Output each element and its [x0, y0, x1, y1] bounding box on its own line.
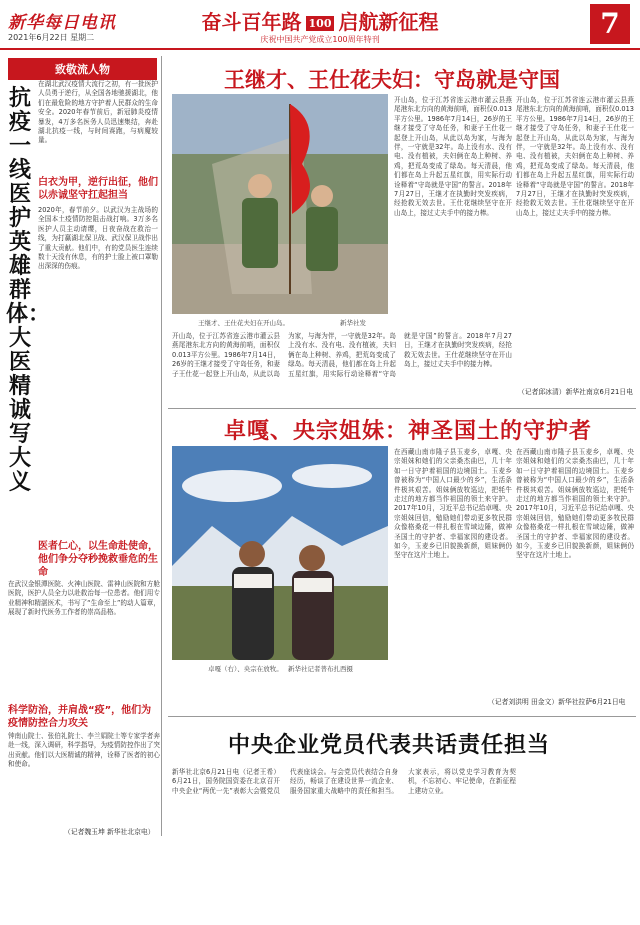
article1-text-bottom: 开山岛，位于江苏省连云港市灌云县燕尾港东北方向的黄海前哨，面积仅0.013平方公里。1986年7月14日，26岁的王继才接受了守岛任务，和妻子王仕花一起登上开山岛，从此以岛为家，与海为伴，一守就是32年。岛上没有水、没有电、没有植被，夫妇俩在岛上种树、养鸡，把荒岛变成了绿岛。每天清晨，他们都在岛上升起五星红旗，用实际行动诠释着“守岛就是守国”的誓言。2018年7月27日，王继才在执勤时突发疾病，经抢救无效去世。王仕花继续坚守在开山岛上，接过丈夫手中的接力棒。 — [172, 332, 512, 378]
article3-title: 中央企业党员代表共话责任担当 — [228, 732, 551, 758]
slogan-right: 启航新征程 — [338, 10, 439, 34]
article1-credit: （记者邱冰清）新华社南京6月21日电 — [518, 388, 633, 396]
article1-text-col1: 开山岛，位于江苏省连云港市灌云县燕尾港东北方向的黄海前哨，面积仅0.013平方公里。1986年7月14日，26岁的王继才接受了守岛任务，和妻子王仕花一起登上开山岛，从此以岛为家，与海为伴，一守就是32年。岛上没有水、没有电、没有植被，夫妇俩在岛上种树、养鸡，把荒岛变成了绿岛。每天清晨，他们都在岛上升起五星红旗，用实际行动诠释着“守岛就是守国”的誓言。2018年7月27日，王继才在执勤时突发疾病，经抢救无效去世。王仕花继续坚守在开山岛上，接过丈夫手中的接力棒。 — [394, 96, 512, 217]
vertical-headline: 抗疫一线医护英雄群体：大医精诚写大义 — [6, 85, 51, 495]
body-text-2: 在武汉金银潭医院、火神山医院、雷神山医院和方舱医院，医护人员全力以赴救治每一位患者。他们用专业精神和精湛医术，书写了“生命至上”的动人篇章，展现了新时代医务工作者的崇高品格。 — [8, 580, 160, 617]
article2-text-col2: 在西藏山南市隆子县玉麦乡，卓嘎、央宗姐妹和她们的父亲桑杰曲巴，几十年如一日守护着祖国的边境国土。玉麦乡曾被称为“中国人口最少的乡”，生活条件极其艰苦。姐妹俩放牧巡边，把牦牛走过的地方都当作祖国的领土来守护。2017年10月，习近平总书记给卓嘎、央宗姐妹回信，勉励她们带动更多牧民群众像格桑花一样扎根在雪域边陲，做神圣国土的守护者、幸福家园的建设者。如今，玉麦乡已旧貌换新颜，姐妹俩仍坚守在这片土地上。 — [516, 448, 634, 560]
left-column — [4, 56, 162, 836]
masthead-logo: 新华每日电讯 — [8, 13, 116, 33]
article1-text-col2: 开山岛，位于江苏省连云港市灌云县燕尾港东北方向的黄海前哨，面积仅0.013平方公里。1986年7月14日，26岁的王继才接受了守岛任务，和妻子王仕花一起登上开山岛，从此以岛为家，与海为伴，一守就是32年。岛上没有水、没有电、没有植被，夫妇俩在岛上种树、养鸡，把荒岛变成了绿岛。每天清晨，他们都在岛上升起五星红旗，用实际行动诠释着“守岛就是守国”的誓言。2018年7月27日，王继才在执勤时突发疾病，经抢救无效去世。王仕花继续坚守在开山岛上，接过丈夫手中的接力棒。 — [516, 96, 634, 217]
slogan-left: 奋斗百年路 — [201, 10, 302, 34]
guards-photo-illustration — [172, 94, 388, 314]
left-credit: （记者魏玉坤 新华社北京电） — [64, 828, 155, 836]
body-text-1: 2020年，春节前夕。以武汉为主战场的全国本土疫情防控阻击战打响。3万多名医护人员主动请缨，日夜奋战在救治一线，为打赢湖北保卫战、武汉保卫战作出了重大贡献。他们中，有的党员医生连续数十天没有休息，有的护士脸上被口罩勒出深深的伤痕。 — [38, 206, 158, 271]
page-header — [0, 0, 640, 50]
article1-caption: 王继才、王仕花夫妇在开山岛。 — [198, 319, 289, 327]
article2-caption: 卓嘎（右）、央宗在放牧。 — [208, 665, 283, 673]
divider-1 — [168, 408, 636, 409]
divider-2 — [168, 716, 636, 717]
centenary-badge: 100 — [306, 16, 335, 31]
page-number: 7 — [590, 4, 630, 44]
article2-credit: （记者刘洪明 田金文）新华社拉萨6月21日电 — [488, 698, 626, 706]
article2-photo — [172, 446, 388, 660]
section-tag: 致敬流人物 — [8, 58, 157, 80]
subhead-2: 医者仁心，以生命赴使命，他们争分夺秒挽救垂危的生命 — [38, 541, 158, 578]
issue-date: 2021年6月22日 星期二 — [8, 33, 95, 42]
body-text-3: 钟南山院士、张伯礼院士、李兰娟院士等专家学者奔赴一线，深入调研，科学指导，为疫情防控作出了突出贡献。他们以大医精诚的精神，诠释了医者的初心和使命。 — [8, 732, 160, 769]
article2-photo-credit: 新华社记者普布扎西摄 — [288, 665, 353, 673]
sisters-photo-illustration — [172, 446, 388, 660]
article1-title: 王继才、王仕花夫妇：守岛就是守国 — [224, 67, 560, 92]
special-slogan — [180, 6, 460, 35]
subhead-3: 科学防治，并肩战“疫”，他们为疫情防控合力攻关 — [8, 705, 152, 729]
article2-title: 卓嘎、央宗姐妹：神圣国土的守护者 — [224, 418, 593, 444]
article3-text: 新华社北京6月21日电（记者王希）6月21日，国务院国资委在北京召开中央企业“两优一先”表彰大会暨党员代表座谈会。与会党员代表结合自身经历，畅谈了在建设世界一流企业、服务国家重大战略中的责任和担当。大家表示，将以党史学习教育为契机，不忘初心、牢记使命，在新征程上建功立业。 — [172, 768, 516, 795]
article1-photo-credit: 新华社发 — [340, 319, 366, 327]
special-subtitle: 庆祝中国共产党成立100周年特刊 — [260, 35, 380, 44]
article1-photo — [172, 94, 388, 314]
subhead-1: 白衣为甲，逆行出征，他们以赤诚坚守扛起担当 — [38, 177, 158, 201]
intro-text: 在湖北武汉疫情大流行之初，有一批医护人员勇于逆行，从全国各地驰援湖北，他们在最危险的地方守护着人民群众的生命安全。2020年春节前后，新冠肺炎疫情暴发，4万多名医务人员迅速集结，奔赴湖北抗疫一线，与时间赛跑，与病魔较量。 — [38, 80, 158, 145]
article2-text-col1: 在西藏山南市隆子县玉麦乡，卓嘎、央宗姐妹和她们的父亲桑杰曲巴，几十年如一日守护着祖国的边境国土。玉麦乡曾被称为“中国人口最少的乡”，生活条件极其艰苦。姐妹俩放牧巡边，把牦牛走过的地方都当作祖国的领土来守护。2017年10月，习近平总书记给卓嘎、央宗姐妹回信，勉励她们带动更多牧民群众像格桑花一样扎根在雪域边陲，做神圣国土的守护者、幸福家园的建设者。如今，玉麦乡已旧貌换新颜，姐妹俩仍坚守在这片土地上。 — [394, 448, 512, 560]
main-area — [168, 56, 636, 836]
